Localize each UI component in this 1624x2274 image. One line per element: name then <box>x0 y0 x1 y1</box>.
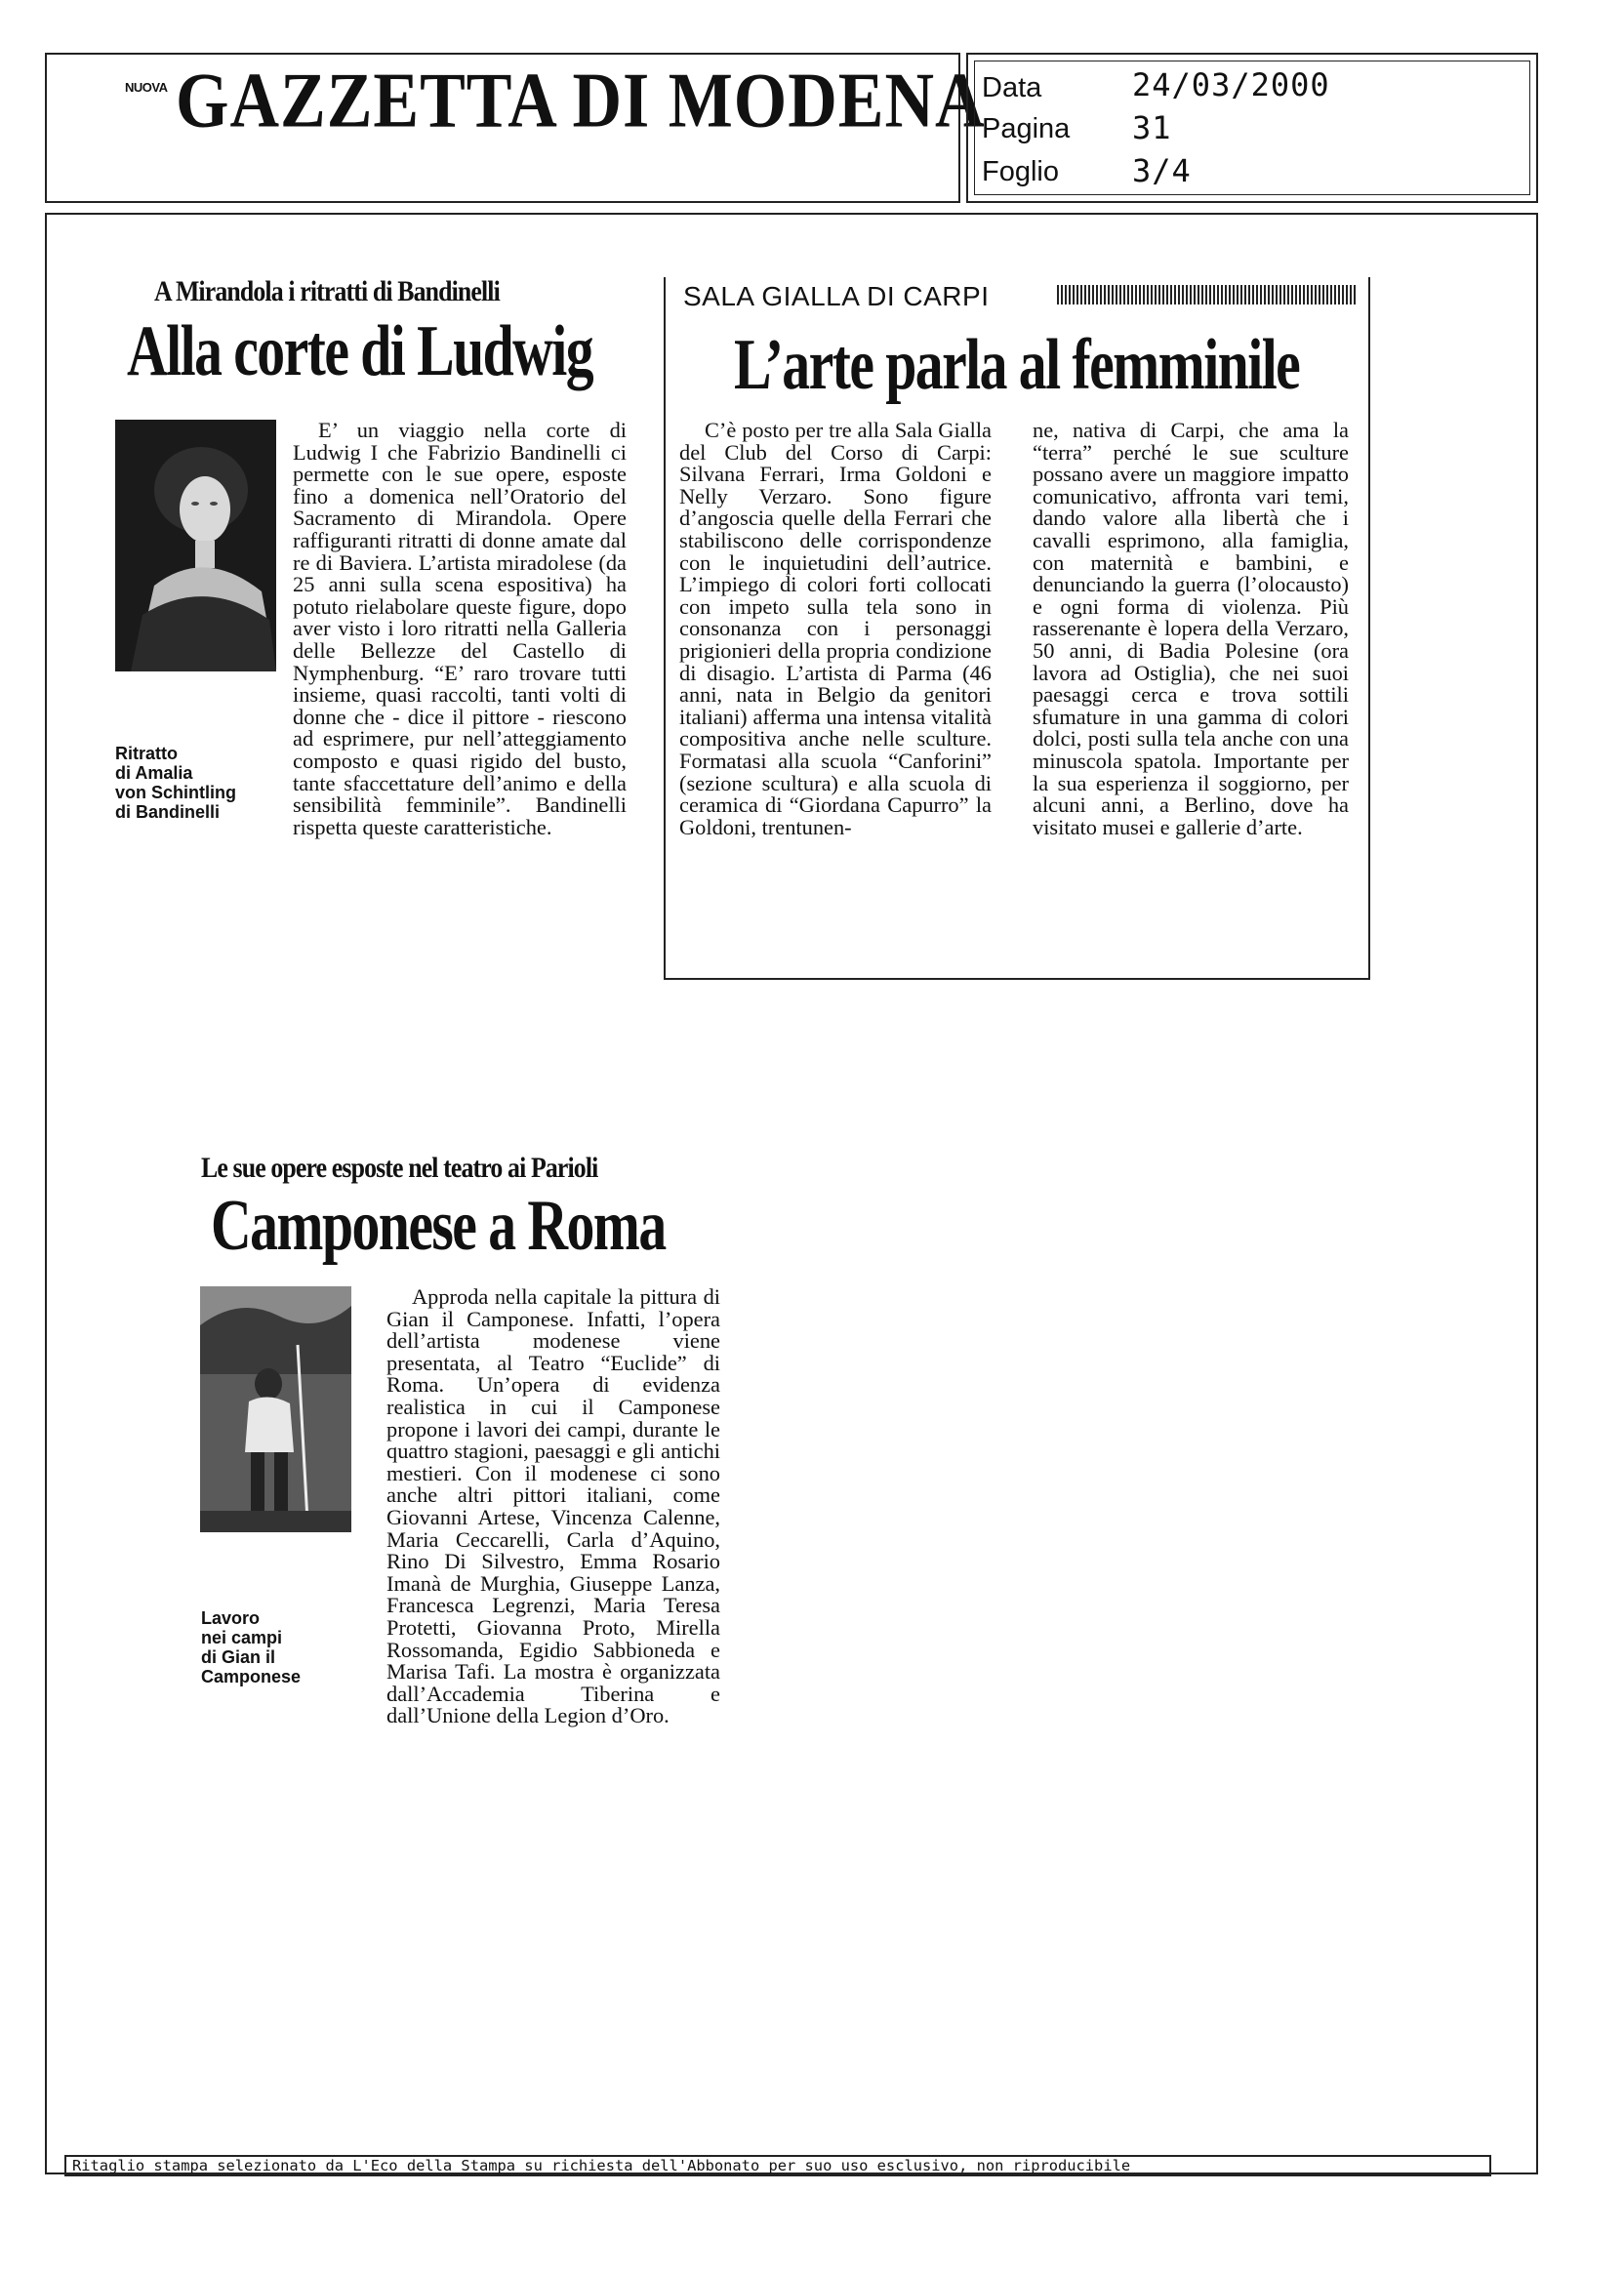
caption-line: von Schintling <box>115 783 236 802</box>
article1-caption <box>115 744 236 822</box>
meta-label-sheet: Foglio <box>982 156 1059 187</box>
meta-label-date: Data <box>982 72 1042 103</box>
article3-caption <box>201 1608 301 1686</box>
article1-kicker: A Mirandola i ritratti di Bandinelli <box>154 275 500 307</box>
portrait-photo <box>115 420 276 671</box>
painting-photo <box>200 1286 351 1532</box>
meta-value-sheet: 3/4 <box>1132 152 1192 189</box>
article2-headline: L’arte parla al femminile <box>734 325 1300 405</box>
meta-value-date: 24/03/2000 <box>1132 66 1330 103</box>
newspaper-title: GAZZETTA DI MODENA <box>176 58 986 144</box>
caption-line: di Amalia <box>115 763 193 783</box>
article3-text: Approda nella capitale la pittura di Gian il Camponese. Infatti, l’opera dell’artista modenese viene presentata, al Teatro “Euclide” di Roma. Un’opera di evidenza realistica in cui il Camponese propone i lavori dei campi, durante le quattro stagioni, paesaggi e gli antichi mestieri. Con il modenese ci sono anche altri pittori italiani, come Giovanni Artese, Vincenza Calenne, Maria Ceccarelli, Carla d’Aquino, Rino Di Silvestro, Emma Rosario Imanà de Murghia, Giuseppe Lanza, Francesca Legrenzi, Maria Teresa Protetti, Giovanna Proto, Mirella Rossomanda, Egidio Sabbioneda e Marisa Tafi. La mostra è organizzata dall’Accademia Tiberina e dall’Unione della Legion d’Oro. <box>386 1284 720 1728</box>
caption-line: di Gian il <box>201 1647 276 1667</box>
clipping-disclaimer: Ritaglio stampa selezionato da L'Eco della Stampa su richiesta dell'Abbonato per suo uso esclusivo, non riproducibile <box>64 2155 1491 2176</box>
article2-text-col2: ne, nativa di Carpi, che ama la “terra” perché le sue sculture possano avere un maggiore impatto comunicativo, affronta vari temi, dando valore alla libertà che i cavalli esprimono, alla famiglia, con maternità e bambini, e denunciando la guerra (l’olocausto) e ogni forma di violenza. Più rasserenante è lopera della Verzaro, 50 anni, di Badia Polesine (ora lavora ad Ostiglia), che nei suoi paesaggi cerca e trova sottili sfumature in una gamma di colori dolci, posti sulla tela anche con una minuscola spatola. Importante per la sua esperienza il soggiorno, per alcuni anni, a Berlino, dove ha visitato musei e gallerie d’arte. <box>1033 418 1349 839</box>
article3-kicker: Le sue opere esposte nel teatro ai Parioli <box>201 1152 598 1184</box>
article1-text: E’ un viaggio nella corte di Ludwig I che Fabrizio Bandinelli ci permette con le sue opere, esposte fino a domenica nell’Oratorio del Sacramento di Mirandola. Opere raffiguranti ritratti di donne amate dal re di Baviera. L’artista miradolese (da 25 anni sulla scena espositiva) ha potuto rielabolare queste figure, dopo aver visto i loro ritratti nella Galleria delle Bellezze del Castello di Nymphenburg. “E’ raro trovare tutti insieme, quasi raccolti, tanti volti di donne che - dice il pittore - riescono ad esprimere, pur nell’atteggiamento composto e quasi rigido del busto, tante sfaccettature dell’animo e della sensibilità femminile”. Bandinelli rispetta queste caratteristiche. <box>293 418 627 839</box>
caption-line: nei campi <box>201 1628 283 1647</box>
article3-body <box>386 1286 720 1727</box>
article2-section: SALA GIALLA DI CARPI <box>683 281 990 311</box>
article2-text-col1: C’è posto per tre alla Sala Gialla del Club del Corso di Carpi: Silvana Ferrari, Irma Goldoni e Nelly Verzaro. Sono figure d’angoscia quelle della Ferrari che stabiliscono delle corrispondenze con le inquietudini dell’autrice. L’impiego di colori forti collocati con impeto sulla tela sono in consonanza con i personaggi prigionieri della propria condizione di disagio. L’artista di Parma (46 anni, nata in Belgio da genitori italiani) afferma una intensa vitalità compositiva anche nelle sculture. Formatasi alla scuola “Canforini” (sezione scultura) e alla scuola di ceramica di “Giordana Capurro” la Goldoni, trentunen- <box>679 418 992 839</box>
caption-line: di Bandinelli <box>115 802 221 822</box>
caption-line: Lavoro <box>201 1608 261 1628</box>
article3-headline: Camponese a Roma <box>211 1186 666 1266</box>
meta-value-page: 31 <box>1132 109 1172 146</box>
article1-body <box>293 420 627 838</box>
section-hatch <box>1057 285 1358 305</box>
article1-headline: Alla corte di Ludwig <box>127 311 593 391</box>
caption-line: Camponese <box>201 1667 302 1686</box>
caption-line: Ritratto <box>115 744 178 763</box>
meta-label-page: Pagina <box>982 113 1071 144</box>
masthead-prefix: NUOVA <box>125 80 168 95</box>
article2-body-col2 <box>1033 420 1349 838</box>
article2-body-col1 <box>679 420 992 838</box>
